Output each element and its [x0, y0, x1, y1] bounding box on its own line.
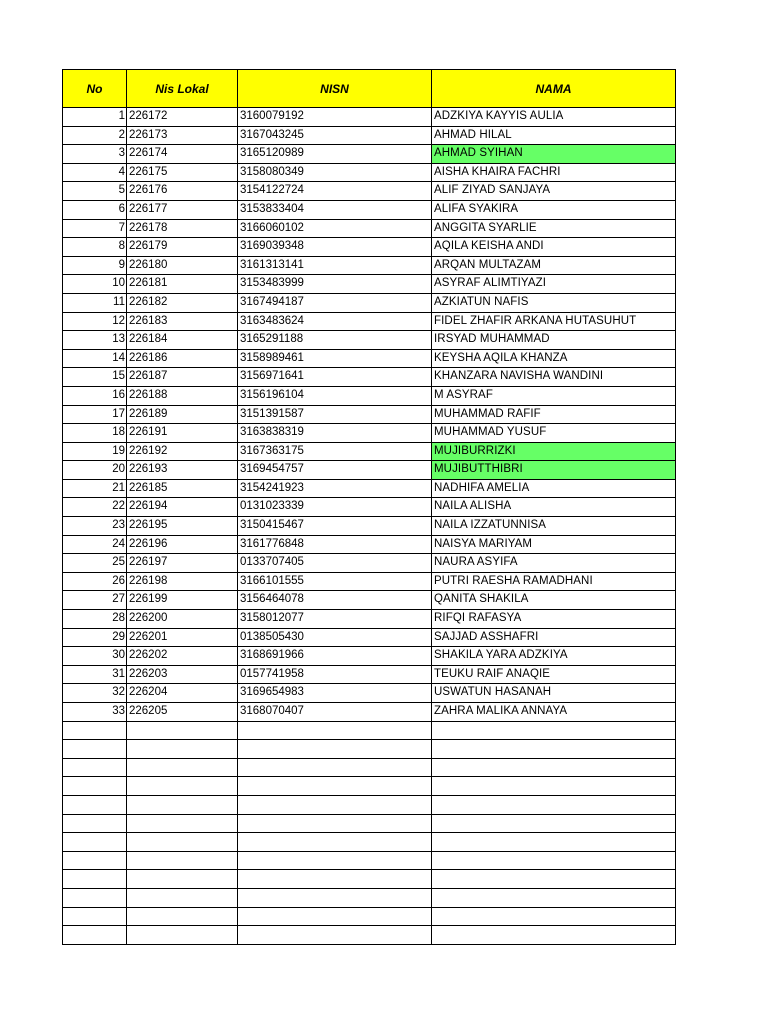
cell-no[interactable]: 22: [63, 498, 127, 517]
cell-nama[interactable]: ARQAN MULTAZAM: [432, 256, 676, 275]
cell-nis-lokal[interactable]: [127, 870, 238, 889]
cell-nis-lokal[interactable]: 226194: [127, 498, 238, 517]
cell-nis-lokal[interactable]: [127, 851, 238, 870]
cell-no[interactable]: [63, 814, 127, 833]
table-row: [63, 535, 676, 554]
cell-nisn[interactable]: [238, 740, 432, 759]
cell-nisn[interactable]: [238, 814, 432, 833]
cell-nama[interactable]: FIDEL ZHAFIR ARKANA HUTASUHUT: [432, 312, 676, 331]
cell-nisn[interactable]: 3168691966: [238, 647, 432, 666]
cell-no[interactable]: 27: [63, 591, 127, 610]
cell-no[interactable]: 16: [63, 386, 127, 405]
cell-nama[interactable]: AQILA KEISHA ANDI: [432, 238, 676, 257]
table-row: [63, 610, 676, 629]
cell-nis-lokal[interactable]: [127, 758, 238, 777]
cell-nisn[interactable]: 0138505430: [238, 628, 432, 647]
cell-nama[interactable]: MUHAMMAD YUSUF: [432, 424, 676, 443]
cell-nisn[interactable]: 3158989461: [238, 349, 432, 368]
cell-nisn[interactable]: 3156464078: [238, 591, 432, 610]
cell-nama[interactable]: MUHAMMAD RAFIF: [432, 405, 676, 424]
cell-nis-lokal[interactable]: 226191: [127, 424, 238, 443]
cell-nis-lokal[interactable]: [127, 926, 238, 945]
table-row: [63, 108, 676, 127]
table-row: [63, 126, 676, 145]
table-row: [63, 461, 676, 480]
cell-no[interactable]: 19: [63, 442, 127, 461]
cell-nis-lokal[interactable]: 226187: [127, 368, 238, 387]
cell-nama[interactable]: [432, 777, 676, 796]
cell-nama[interactable]: NAISYA MARIYAM: [432, 535, 676, 554]
cell-no[interactable]: 15: [63, 368, 127, 387]
cell-nama[interactable]: ASYRAF ALIMTIYAZI: [432, 275, 676, 294]
cell-nisn[interactable]: 3160079192: [238, 108, 432, 127]
table-row: [63, 182, 676, 201]
cell-nama[interactable]: AHMAD HILAL: [432, 126, 676, 145]
cell-nis-lokal[interactable]: [127, 795, 238, 814]
cell-nama[interactable]: SHAKILA YARA ADZKIYA: [432, 647, 676, 666]
cell-no[interactable]: 29: [63, 628, 127, 647]
cell-no[interactable]: 17: [63, 405, 127, 424]
table-row: [63, 145, 676, 164]
table-row: [63, 703, 676, 722]
cell-no[interactable]: 1: [63, 108, 127, 127]
table-row: [63, 795, 676, 814]
cell-nis-lokal[interactable]: [127, 740, 238, 759]
cell-nis-lokal[interactable]: 226195: [127, 517, 238, 536]
cell-no[interactable]: [63, 926, 127, 945]
cell-nis-lokal[interactable]: [127, 833, 238, 852]
cell-nis-lokal[interactable]: 226203: [127, 665, 238, 684]
table-row: [63, 591, 676, 610]
cell-nis-lokal[interactable]: 226199: [127, 591, 238, 610]
table-row: [63, 200, 676, 219]
cell-nisn[interactable]: [238, 870, 432, 889]
cell-nama[interactable]: [432, 907, 676, 926]
cell-nama[interactable]: [432, 870, 676, 889]
cell-no[interactable]: 32: [63, 684, 127, 703]
table-row: [63, 721, 676, 740]
header-row: [63, 70, 676, 108]
cell-no[interactable]: 18: [63, 424, 127, 443]
cell-no[interactable]: 28: [63, 610, 127, 629]
cell-no[interactable]: 14: [63, 349, 127, 368]
cell-nama[interactable]: NADHIFA AMELIA: [432, 479, 676, 498]
cell-nama[interactable]: [432, 740, 676, 759]
table-row: [63, 498, 676, 517]
cell-nama[interactable]: ALIFA SYAKIRA: [432, 200, 676, 219]
cell-nisn[interactable]: 3154241923: [238, 479, 432, 498]
cell-nis-lokal[interactable]: 226186: [127, 349, 238, 368]
cell-nis-lokal[interactable]: 226183: [127, 312, 238, 331]
cell-nama[interactable]: NAILA IZZATUNNISA: [432, 517, 676, 536]
cell-nis-lokal[interactable]: 226189: [127, 405, 238, 424]
cell-nama[interactable]: NAURA ASYIFA: [432, 554, 676, 573]
cell-nisn[interactable]: 3169454757: [238, 461, 432, 480]
cell-no[interactable]: 30: [63, 647, 127, 666]
cell-nisn[interactable]: 3158080349: [238, 163, 432, 182]
cell-no[interactable]: [63, 888, 127, 907]
cell-nama[interactable]: TEUKU RAIF ANAQIE: [432, 665, 676, 684]
cell-nama[interactable]: NAILA ALISHA: [432, 498, 676, 517]
cell-nis-lokal[interactable]: 226198: [127, 572, 238, 591]
cell-nama[interactable]: PUTRI RAESHA RAMADHANI: [432, 572, 676, 591]
cell-nis-lokal[interactable]: 226192: [127, 442, 238, 461]
cell-nis-lokal[interactable]: 226181: [127, 275, 238, 294]
cell-nama[interactable]: ADZKIYA KAYYIS AULIA: [432, 108, 676, 127]
cell-nisn[interactable]: 3163838319: [238, 424, 432, 443]
cell-no[interactable]: 9: [63, 256, 127, 275]
cell-nis-lokal[interactable]: [127, 721, 238, 740]
cell-no[interactable]: 31: [63, 665, 127, 684]
cell-nisn[interactable]: 3153483999: [238, 275, 432, 294]
table-row: [63, 331, 676, 350]
cell-nisn[interactable]: 3169039348: [238, 238, 432, 257]
table-row: [63, 833, 676, 852]
table-row: [63, 293, 676, 312]
cell-nama[interactable]: [432, 926, 676, 945]
cell-nama[interactable]: RIFQI RAFASYA: [432, 610, 676, 629]
cell-no[interactable]: 11: [63, 293, 127, 312]
table-row: [63, 256, 676, 275]
table-body: [63, 108, 676, 945]
cell-nisn[interactable]: 3165291188: [238, 331, 432, 350]
cell-nama[interactable]: AISHA KHAIRA FACHRI: [432, 163, 676, 182]
cell-nama[interactable]: KHANZARA NAVISHA WANDINI: [432, 368, 676, 387]
cell-nis-lokal[interactable]: 226202: [127, 647, 238, 666]
cell-nama[interactable]: MUJIBURRIZKI: [432, 442, 676, 461]
cell-nama[interactable]: QANITA SHAKILA: [432, 591, 676, 610]
cell-no[interactable]: 21: [63, 479, 127, 498]
cell-nis-lokal[interactable]: 226182: [127, 293, 238, 312]
cell-no[interactable]: [63, 777, 127, 796]
cell-nisn[interactable]: 3167494187: [238, 293, 432, 312]
cell-nis-lokal[interactable]: 226184: [127, 331, 238, 350]
table-row: [63, 163, 676, 182]
cell-no[interactable]: 13: [63, 331, 127, 350]
table-row: [63, 554, 676, 573]
cell-nisn[interactable]: [238, 926, 432, 945]
cell-no[interactable]: 8: [63, 238, 127, 257]
cell-nisn[interactable]: 3166060102: [238, 219, 432, 238]
cell-no[interactable]: [63, 721, 127, 740]
cell-nisn[interactable]: 0131023339: [238, 498, 432, 517]
cell-nama[interactable]: KEYSHA AQILA KHANZA: [432, 349, 676, 368]
table-row: [63, 479, 676, 498]
cell-nisn[interactable]: 0157741958: [238, 665, 432, 684]
cell-nis-lokal[interactable]: 226200: [127, 610, 238, 629]
cell-no[interactable]: 6: [63, 200, 127, 219]
cell-no[interactable]: 12: [63, 312, 127, 331]
cell-nisn[interactable]: 3161776848: [238, 535, 432, 554]
cell-nisn[interactable]: [238, 888, 432, 907]
cell-nama[interactable]: [432, 814, 676, 833]
cell-nama[interactable]: [432, 833, 676, 852]
cell-nama[interactable]: [432, 721, 676, 740]
table-row: [63, 814, 676, 833]
cell-nis-lokal[interactable]: 226196: [127, 535, 238, 554]
cell-nisn[interactable]: [238, 721, 432, 740]
cell-nis-lokal[interactable]: 226178: [127, 219, 238, 238]
cell-nisn[interactable]: 0133707405: [238, 554, 432, 573]
cell-nisn[interactable]: [238, 833, 432, 852]
cell-nis-lokal[interactable]: [127, 814, 238, 833]
cell-nis-lokal[interactable]: 226177: [127, 200, 238, 219]
cell-nama[interactable]: IRSYAD MUHAMMAD: [432, 331, 676, 350]
cell-nis-lokal[interactable]: 226205: [127, 703, 238, 722]
cell-nis-lokal[interactable]: 226185: [127, 479, 238, 498]
cell-nis-lokal[interactable]: 226197: [127, 554, 238, 573]
table-row: [63, 275, 676, 294]
cell-nama[interactable]: M ASYRAF: [432, 386, 676, 405]
cell-no[interactable]: [63, 851, 127, 870]
cell-no[interactable]: 33: [63, 703, 127, 722]
cell-nisn[interactable]: [238, 777, 432, 796]
cell-nama[interactable]: ANGGITA SYARLIE: [432, 219, 676, 238]
cell-nisn[interactable]: 3168070407: [238, 703, 432, 722]
table-header: [63, 70, 676, 108]
student-table: [62, 69, 676, 945]
cell-no[interactable]: 3: [63, 145, 127, 164]
cell-nama[interactable]: MUJIBUTTHIBRI: [432, 461, 676, 480]
table-row: [63, 368, 676, 387]
cell-no[interactable]: 24: [63, 535, 127, 554]
cell-no[interactable]: [63, 758, 127, 777]
cell-nisn[interactable]: 3154122724: [238, 182, 432, 201]
table-row: [63, 758, 676, 777]
cell-nama[interactable]: [432, 758, 676, 777]
cell-nisn[interactable]: 3166101555: [238, 572, 432, 591]
table-row: [63, 424, 676, 443]
cell-nis-lokal[interactable]: 226173: [127, 126, 238, 145]
cell-nama[interactable]: [432, 795, 676, 814]
cell-no[interactable]: 4: [63, 163, 127, 182]
header-nama[interactable]: NAMA: [432, 70, 676, 108]
table-row: [63, 740, 676, 759]
cell-nis-lokal[interactable]: [127, 888, 238, 907]
cell-nis-lokal[interactable]: 226179: [127, 238, 238, 257]
cell-nama[interactable]: [432, 851, 676, 870]
cell-nisn[interactable]: 3161313141: [238, 256, 432, 275]
cell-nisn[interactable]: 3158012077: [238, 610, 432, 629]
cell-no[interactable]: 25: [63, 554, 127, 573]
cell-nisn[interactable]: 3151391587: [238, 405, 432, 424]
cell-nis-lokal[interactable]: 226201: [127, 628, 238, 647]
cell-nama[interactable]: AHMAD SYIHAN: [432, 145, 676, 164]
cell-nis-lokal[interactable]: 226175: [127, 163, 238, 182]
cell-nama[interactable]: ZAHRA MALIKA ANNAYA: [432, 703, 676, 722]
table-row: [63, 442, 676, 461]
cell-nisn[interactable]: 3150415467: [238, 517, 432, 536]
cell-nis-lokal[interactable]: [127, 907, 238, 926]
cell-nama[interactable]: [432, 888, 676, 907]
cell-nis-lokal[interactable]: 226204: [127, 684, 238, 703]
cell-no[interactable]: 5: [63, 182, 127, 201]
table-row: [63, 926, 676, 945]
table-row: [63, 349, 676, 368]
table-row: [63, 405, 676, 424]
table-row: [63, 907, 676, 926]
table-row: [63, 888, 676, 907]
header-no[interactable]: No: [63, 70, 127, 108]
cell-nisn[interactable]: 3153833404: [238, 200, 432, 219]
table-row: [63, 777, 676, 796]
cell-no[interactable]: 7: [63, 219, 127, 238]
table-row: [63, 851, 676, 870]
cell-nisn[interactable]: [238, 758, 432, 777]
cell-nisn[interactable]: 3163483624: [238, 312, 432, 331]
cell-no[interactable]: [63, 870, 127, 889]
cell-nisn[interactable]: [238, 907, 432, 926]
cell-nisn[interactable]: [238, 795, 432, 814]
cell-nisn[interactable]: 3169654983: [238, 684, 432, 703]
cell-no[interactable]: [63, 833, 127, 852]
table-row: [63, 647, 676, 666]
cell-no[interactable]: 2: [63, 126, 127, 145]
cell-nama[interactable]: SAJJAD ASSHAFRI: [432, 628, 676, 647]
table-row: [63, 517, 676, 536]
cell-nis-lokal[interactable]: 226176: [127, 182, 238, 201]
cell-nis-lokal[interactable]: [127, 777, 238, 796]
table-row: [63, 238, 676, 257]
cell-no[interactable]: 26: [63, 572, 127, 591]
cell-nisn[interactable]: 3156971641: [238, 368, 432, 387]
header-nis-lokal[interactable]: Nis Lokal: [127, 70, 238, 108]
table-row: [63, 386, 676, 405]
cell-nama[interactable]: AZKIATUN NAFIS: [432, 293, 676, 312]
cell-no[interactable]: 10: [63, 275, 127, 294]
cell-nis-lokal[interactable]: 226172: [127, 108, 238, 127]
cell-nama[interactable]: ALIF ZIYAD SANJAYA: [432, 182, 676, 201]
table-row: [63, 628, 676, 647]
cell-nisn[interactable]: 3156196104: [238, 386, 432, 405]
table-row: [63, 219, 676, 238]
cell-nis-lokal[interactable]: 226188: [127, 386, 238, 405]
table-row: [63, 312, 676, 331]
header-nisn[interactable]: NISN: [238, 70, 432, 108]
cell-nama[interactable]: USWATUN HASANAH: [432, 684, 676, 703]
cell-nis-lokal[interactable]: 226180: [127, 256, 238, 275]
cell-nisn[interactable]: 3165120989: [238, 145, 432, 164]
table-row: [63, 684, 676, 703]
cell-no[interactable]: [63, 795, 127, 814]
cell-nisn[interactable]: 3167363175: [238, 442, 432, 461]
cell-no[interactable]: 20: [63, 461, 127, 480]
table-row: [63, 572, 676, 591]
cell-no[interactable]: [63, 740, 127, 759]
table-row: [63, 665, 676, 684]
cell-nis-lokal[interactable]: 226174: [127, 145, 238, 164]
cell-no[interactable]: [63, 907, 127, 926]
cell-nisn[interactable]: [238, 851, 432, 870]
table-row: [63, 870, 676, 889]
cell-nis-lokal[interactable]: 226193: [127, 461, 238, 480]
cell-no[interactable]: 23: [63, 517, 127, 536]
cell-nisn[interactable]: 3167043245: [238, 126, 432, 145]
